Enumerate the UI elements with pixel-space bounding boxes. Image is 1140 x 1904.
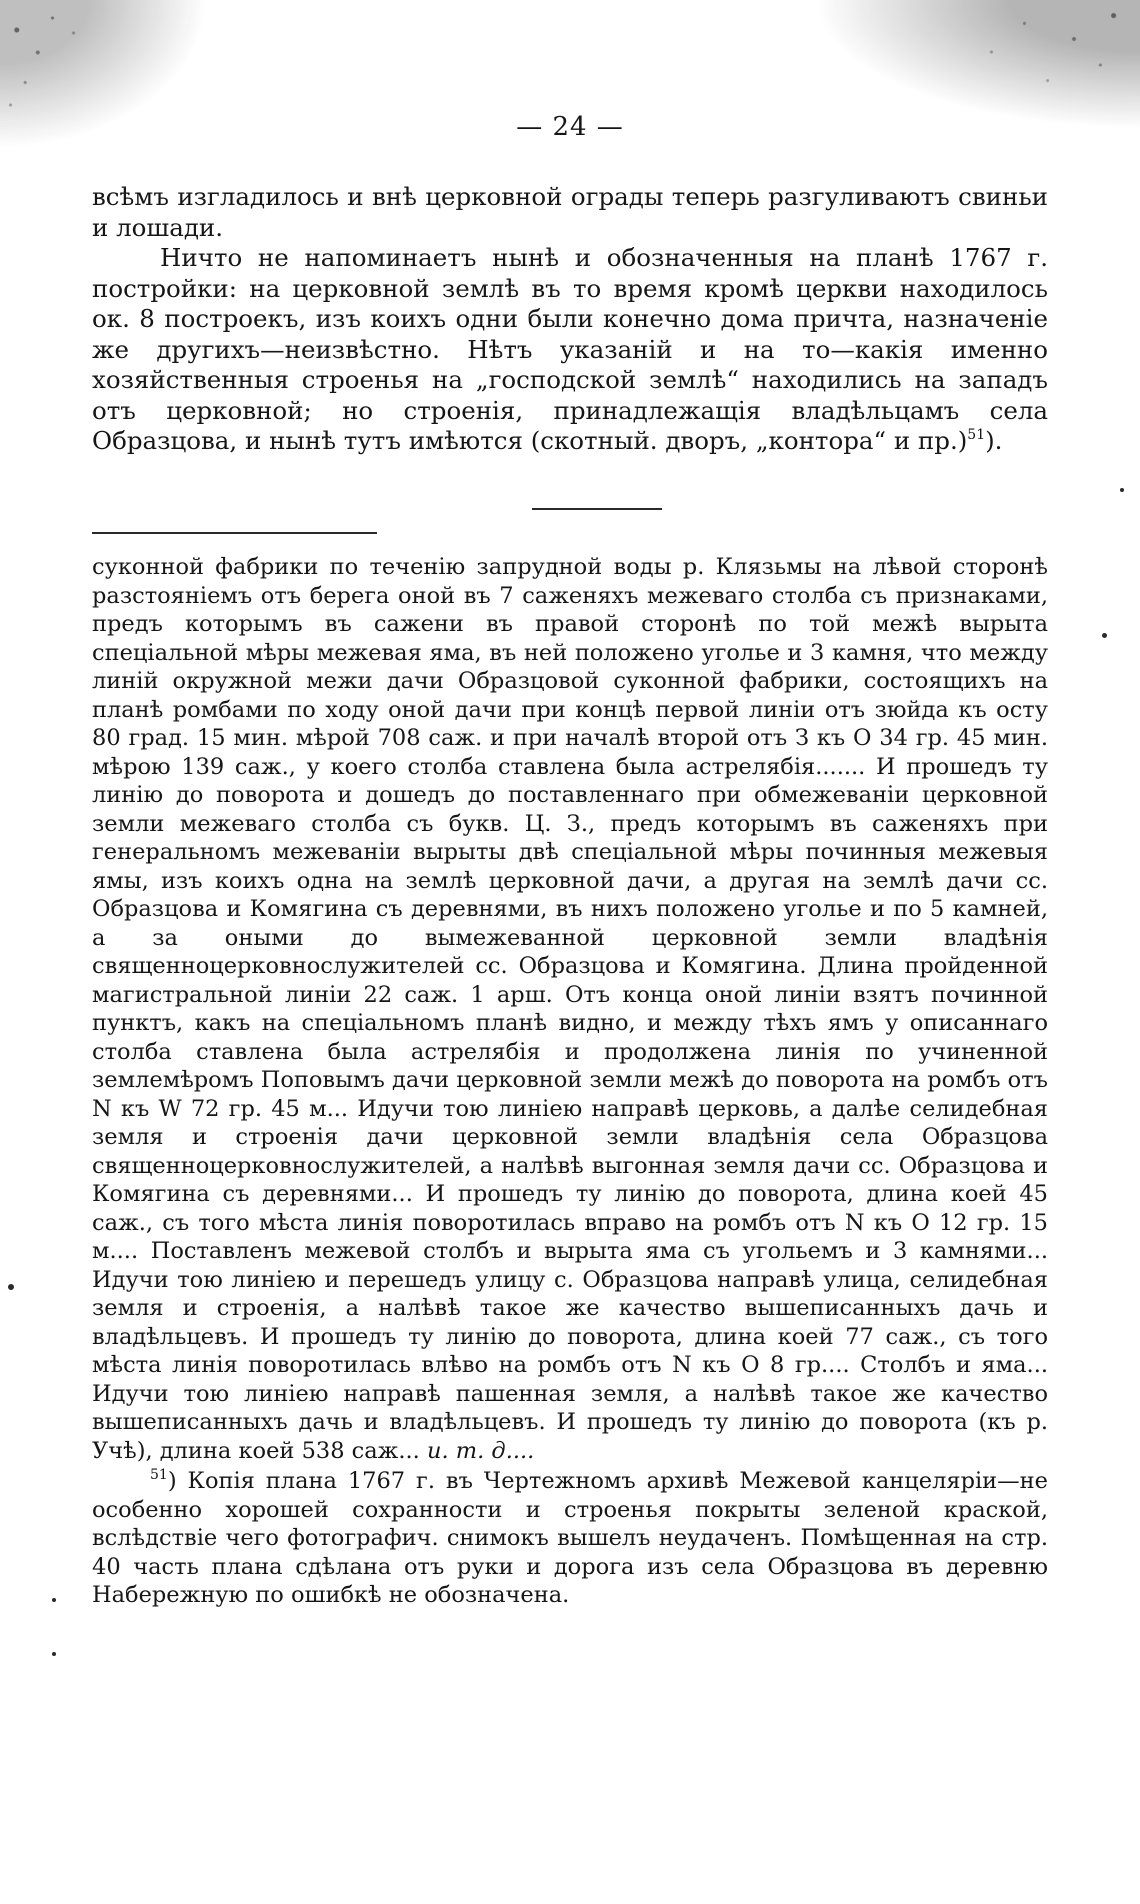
paragraph-buildings-text: Ничто не напоминаетъ нынѣ и обозначенныя на планѣ 1767 г. постройки: на церковной землѣ въ то время кромѣ церкви находилось ок. 8 построекъ, изъ коихъ одни были конечно дома причта, назначеніе же другихъ—неизвѣстно. Нѣтъ указаній и на то—какія именно хозяйственныя строенья на „господской землѣ“ находились на западъ отъ церковной; но строенія, принадлежащія владѣльцамъ села Образцова, и нынѣ тутъ имѣются (скотный. дворъ, „контора“ и пр.) bbox=[92, 243, 1048, 455]
footnote-continuation-etc: и. т. д.... bbox=[427, 1437, 535, 1464]
footnote-51-marker: 51 bbox=[150, 1467, 168, 1483]
section-divider bbox=[532, 508, 662, 510]
footnote-51 bbox=[92, 1467, 1048, 1610]
footnote-continuation bbox=[92, 553, 1048, 1465]
margin-mark bbox=[52, 1652, 56, 1656]
footnote-separator bbox=[92, 532, 377, 534]
paragraph-buildings-end: ). bbox=[985, 426, 1003, 455]
paragraph-continuation: всѣмъ изгладилось и внѣ церковной ограды теперь разгуливаютъ свиньи и лошади. bbox=[92, 182, 1048, 242]
margin-mark bbox=[8, 1284, 14, 1290]
page-number: — 24 — bbox=[516, 112, 624, 142]
margin-mark bbox=[1102, 633, 1107, 638]
scan-noise-top-right bbox=[810, 0, 1140, 130]
margin-mark bbox=[52, 1598, 56, 1602]
margin-mark bbox=[1120, 488, 1124, 492]
main-text bbox=[92, 182, 1048, 457]
footnote-51-text: ) Копія плана 1767 г. въ Чертежномъ архивѣ Межевой канцеляріи—не особенно хорошей сохранности и строенья покрыты зеленой краской, вслѣдствіе чего фотографич. снимокъ вышелъ неудаченъ. Помѣщенная на стр. 40 часть плана сдѣлана отъ руки и дорога изъ села Образцова въ деревню Набережную по ошибкѣ не обозначена. bbox=[92, 1468, 1048, 1608]
paragraph-buildings bbox=[92, 243, 1048, 457]
footnote-continuation-text: суконной фабрики по теченію запрудной воды р. Клязьмы на лѣвой сторонѣ разстояніемъ отъ берега оной въ 7 саженяхъ межеваго столба съ признаками, предъ которымъ въ сажени въ правой сторонѣ по той межѣ вырыта спеціальной мѣры межевая яма, въ ней положено уголье и 3 камня, что между линій окружной межи дачи Образцовой суконной фабрики, состоящихъ на планѣ ромбами по ходу оной дачи при концѣ первой линіи отъ зюйда къ осту 80 град. 15 мин. мѣрой 708 саж. и при началѣ второй отъ З къ О 34 гр. 45 мин. мѣрою 139 саж., у коего столба ставлена была астрелябія....... И прошедъ ту линію до поворота и дошедъ до поставленнаго при обмежеваніи церковной земли межеваго столба съ букв. Ц. З., предъ которымъ въ саженяхъ при генеральномъ межеваніи вырыты двѣ спеціальной мѣры починныя межевыя ямы, изъ коихъ одна на землѣ церковной дачи, а другая на землѣ дачи сс. Образцова и Комягина съ деревнями, въ нихъ положено уголье и по 5 камней, а за оными до вымежеванной церковной земли владѣнія священноцерковнослужителей сс. Образцова и Комягина. Длина пройденной магистральной линіи 22 саж. 1 арш. Отъ конца оной линіи взятъ починной пунктъ, какъ на спеціальномъ планѣ видно, и между тѣхъ ямъ у описаннаго столба ставлена была астрелябія и продолжена линія по учиненной землемѣромъ Поповымъ дачи церковной земли межѣ до поворота на ромбъ отъ N къ W 72 гр. 45 м... Идучи тою линіею направѣ церковь, а далѣе селидебная земля и строенія дачи церковной земли владѣнія села Образцова священноцерковнослужителей, а налѣвѣ выгонная земля дачи сс. Образцова и Комягина съ деревнями... И прошедъ ту линію до поворота, длина коей 45 саж., съ того мѣста линія поворотилась вправо на ромбъ отъ N къ О 12 гр. 15 м.... Поставленъ межевой столбъ и вырыта яма съ угольемъ и 3 камнями... Идучи тою линіею и перешедъ улицу с. Образцова направѣ улица, селидебная земля и строенія, а налѣвѣ такое же качество вышеписанныхъ дачь и владѣльцевъ. И прошедъ ту линію до поворота, длина коей 77 саж., съ того мѣста линія поворотилась влѣво на ромбъ отъ N къ О 8 гр.... Столбъ и яма... Идучи тою линіею направѣ пашенная земля, а налѣвѣ такое же качество вышеписанныхъ дачь и владѣльцевъ. И прошедъ ту линію до поворота (къ р. Учѣ), длина коей 538 саж... bbox=[92, 554, 1048, 1464]
footnotes bbox=[92, 553, 1048, 1610]
footnote-ref-51: 51 bbox=[967, 427, 986, 443]
